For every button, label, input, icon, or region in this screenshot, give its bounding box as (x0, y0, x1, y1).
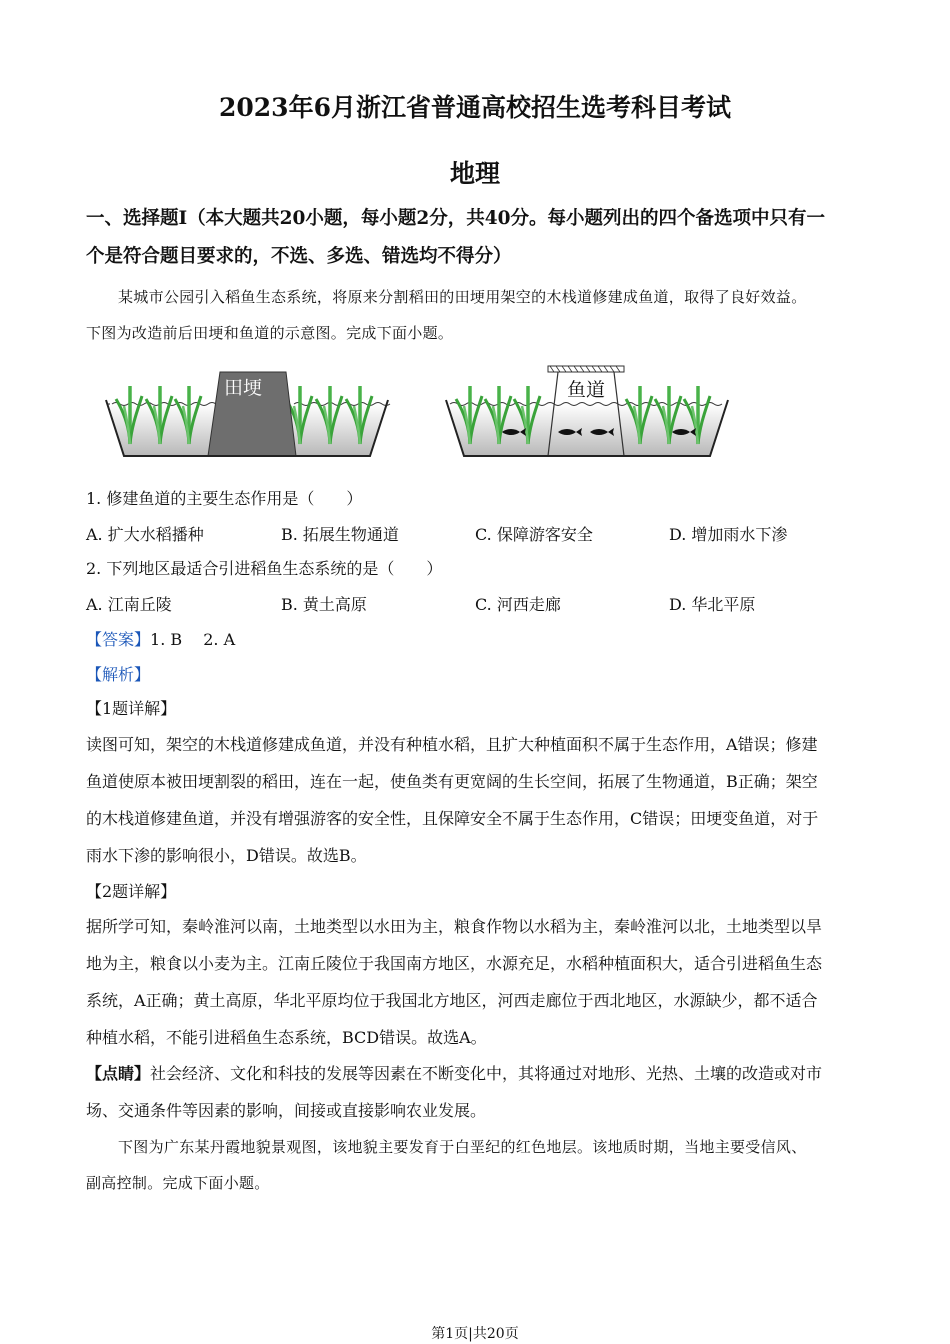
question-2-option-d[interactable]: D. 华北平原 (669, 595, 756, 614)
question-2-option-a[interactable]: A. 江南丘陵 (86, 595, 172, 614)
question-2-stem: 2. 下列地区最适合引进稻鱼生态系统的是（ ） (86, 559, 443, 578)
comment-text: 社会经济、文化和科技的发展等因素在不断变化中，其将通过对地形、光热、土壤的改造或对市 (150, 1064, 823, 1083)
detail-2-line: 据所学可知，秦岭淮河以南，土地类型以水田为主，粮食作物以水稻为主，秦岭淮河以北，土地类型以旱 (86, 917, 823, 936)
comment-line2: 场、交通条件等因素的影响，间接或直接影响农业发展。 (86, 1101, 487, 1120)
question-1-option-a[interactable]: A. 扩大水稻播种 (86, 525, 204, 544)
detail-1-line: 雨水下渗的影响很小，D错误。故选B。 (86, 846, 367, 865)
comment-line1 (86, 1063, 866, 1085)
subject-title: 地理 (449, 159, 500, 188)
after-diagram (446, 366, 728, 456)
detail-1-line: 的木栈道修建鱼道，并没有增强游客的安全性，且保障安全不属于生态作用，C错误；田埂变鱼道，对于 (86, 809, 819, 828)
page-number-footer: 第1页|共20页 (431, 1326, 519, 1342)
detail-2-heading: 【2题详解】 (86, 882, 177, 901)
question-1-option-b[interactable]: B. 拓展生物通道 (281, 525, 399, 544)
passage1-line1: 某城市公园引入稻鱼生态系统，将原来分割稻田的田埂用架空的木栈道修建成鱼道，取得了良好效益。 (118, 288, 807, 306)
detail-2-line: 地为主，粮食以小麦为主。江南丘陵位于我国南方地区，水源充足，水稻种植面积大，适合引进稻鱼生态 (86, 954, 823, 973)
detail-1-line: 读图可知，架空的木栈道修建成鱼道，并没有种植水稻，且扩大种植面积不属于生态作用，A错误；修建 (86, 735, 818, 754)
question-1-option-d[interactable]: D. 增加雨水下渗 (669, 525, 788, 544)
question-2-option-c[interactable]: C. 河西走廊 (475, 595, 561, 614)
passage2-line2: 副高控制。完成下面小题。 (86, 1174, 270, 1192)
field-ridge-fish-channel-figure (100, 360, 730, 466)
comment-tag: 【点睛】 (86, 1064, 151, 1083)
exam-title: 2023年6月浙江省普通高校招生选考科目考试 (219, 93, 731, 122)
answer-tag: 【答案】 (86, 630, 151, 649)
detail-2-line: 系统，A正确；黄土高原，华北平原均位于我国北方地区，河西走廊位于西北地区，水源缺少，都不适合 (86, 991, 818, 1010)
passage2-line1: 下图为广东某丹霞地貌景观图，该地貌主要发育于白垩纪的红色地层。该地质时期，当地主要受信风、 (118, 1138, 807, 1156)
analysis-tag: 【解析】 (86, 665, 151, 684)
before-diagram (106, 372, 390, 456)
answer-line (86, 629, 866, 651)
answer-text: 1. B 2. A (150, 630, 236, 649)
detail-1-line: 鱼道使原本被田埂割裂的稻田，连在一起，使鱼类有更宽阔的生长空间，拓展了生物通道，B正确；架空 (86, 772, 818, 791)
section-heading-line2: 个是符合题目要求的，不选、多选、错选均不得分） (86, 246, 512, 267)
section-heading-line1: 一、选择题Ⅰ（本大题共20小题，每小题2分，共40分。每小题列出的四个备选项中只有一 (86, 208, 826, 229)
question-1-stem: 1. 修建鱼道的主要生态作用是（ ） (86, 489, 363, 508)
fish-channel-label: 鱼道 (567, 379, 606, 401)
question-2-option-b[interactable]: B. 黄土高原 (281, 595, 367, 614)
field-ridge-label: 田埂 (224, 377, 263, 399)
detail-1-heading: 【1题详解】 (86, 699, 177, 718)
question-1-option-c[interactable]: C. 保障游客安全 (475, 525, 593, 544)
detail-2-line: 种植水稻，不能引进稻鱼生态系统，BCD错误。故选A。 (86, 1028, 487, 1047)
passage1-line2: 下图为改造前后田埂和鱼道的示意图。完成下面小题。 (86, 324, 454, 342)
